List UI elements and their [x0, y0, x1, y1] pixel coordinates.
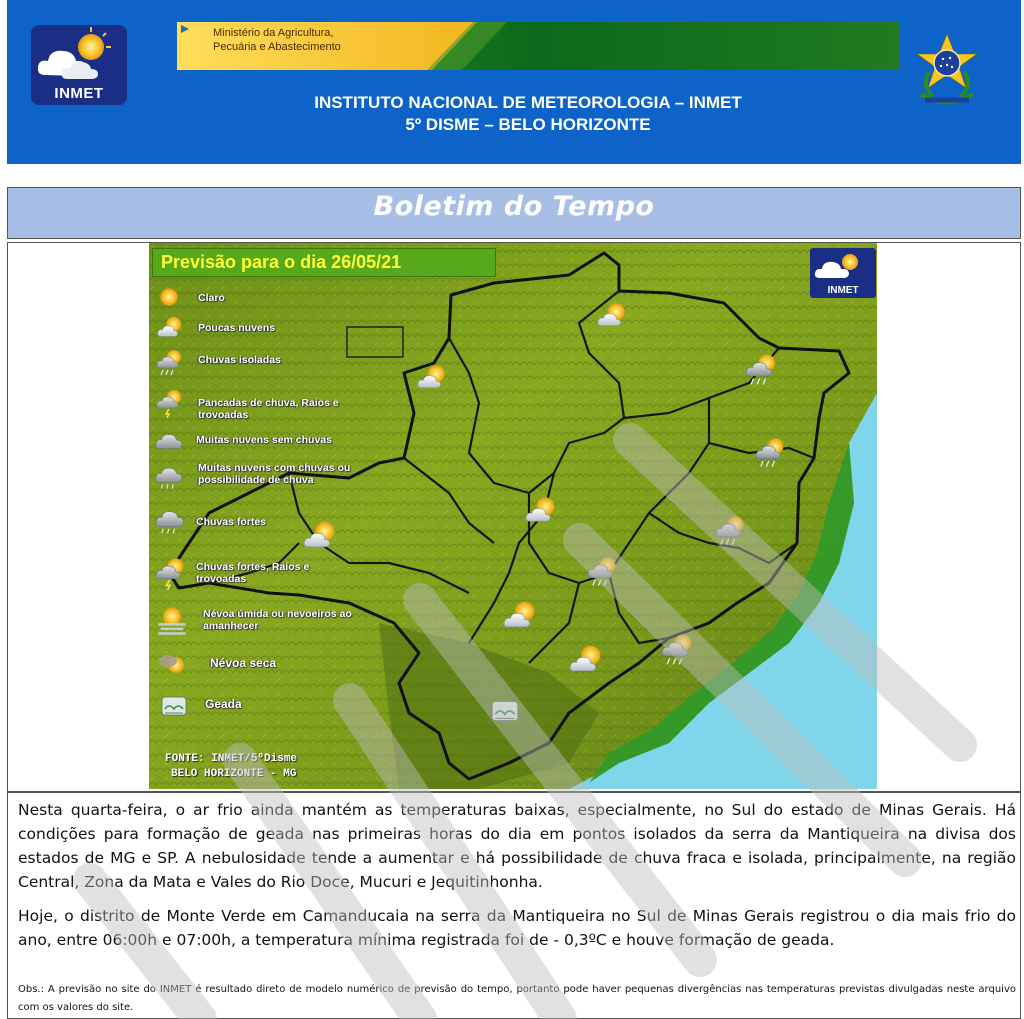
legend-label-muitas-nuvens-com-chuvas: Muitas nuvens com chuvas ou possibilidade de chuva: [198, 462, 351, 486]
map-source-line-2: BELO HORIZONTE - MG: [171, 768, 297, 780]
weather-cloud-sun-icon: [810, 248, 876, 284]
ministry-name: [213, 26, 413, 54]
isolated-showers-icon: [754, 436, 788, 470]
legend-label-pancadas: Pancadas de chuva, Raios e trovoadas: [198, 397, 339, 421]
legend-label-nevoa-umida: Névoa úmida ou nevoeiros ao amanhecer: [203, 608, 352, 632]
bulletin-title: Boletim do Tempo: [373, 191, 655, 222]
inmet-logo-text: INMET: [54, 85, 104, 102]
forecast-note: Obs.: A previsão no site do INMET é resultado direto de modelo numérico de previsão do tempo, portanto pode haver pequenas divergências nas temperaturas previstas divulgadas neste arquivo com os valores do site.: [18, 984, 1016, 1013]
map-logo-text: INMET: [827, 285, 859, 296]
institute-title-line-2: 5º DISME – BELO HORIZONTE: [405, 115, 651, 134]
legend-label-claro: Claro: [198, 292, 225, 304]
isolated-showers-icon: [714, 514, 748, 548]
cloudy-no-rain-icon: [154, 424, 186, 456]
sun-few-clouds-icon: [156, 314, 184, 342]
forecast-text-box: [7, 792, 1021, 1019]
map-title: Previsão para o dia 26/05/21: [152, 248, 496, 277]
sun-few-clouds-icon: [524, 494, 558, 528]
legend-label-nevoa-seca: Névoa seca: [210, 656, 277, 670]
forecast-paragraph-1: Nesta quarta-feira, o ar frio ainda mantém as temperaturas baixas, especialmente, no Sul do estado de Minas Gerais. Há condições para formação de geada nas primeiras horas do dia em pontos isolados da serra da Mantiqueira na divisa dos estados de MG e SP. A nebulosidade tende a aumentar e há possibilidade de chuva fraca e isolada, principalmente, na região Central, Zona da Mata e Vales do Rio Doce, Mucuri e Jequitinhonha.: [18, 801, 1016, 891]
inmet-logo: [31, 25, 127, 105]
isolated-showers-icon: [744, 352, 780, 388]
institute-title-line-1: INSTITUTO NACIONAL DE METEOROLOGIA – INMET: [314, 93, 742, 112]
weather-cloud-sun-icon: [31, 25, 127, 85]
ministry-line-2: Pecuária e Abastecimento: [213, 41, 341, 53]
sun-few-clouds-icon: [416, 362, 448, 394]
frost-icon: [159, 691, 189, 721]
isolated-showers-icon: [660, 632, 696, 668]
map-source-line-1: FONTE: INMET/5ºDisme: [165, 753, 298, 765]
ministry-line-1: Ministério da Agricultura,: [213, 27, 334, 39]
legend-label-chuvas-fortes: Chuvas fortes: [196, 516, 267, 528]
sun-few-clouds-icon: [502, 598, 538, 634]
dry-haze-icon: [153, 648, 191, 678]
legend-label-chuvas-fortes-raios: Chuvas fortes, Raios e trovoadas: [196, 561, 310, 585]
sun-icon: [156, 284, 182, 310]
map-inmet-logo: [810, 248, 876, 298]
legend-label-chuvas-isoladas: Chuvas isoladas: [198, 354, 281, 366]
ministry-banner: [177, 22, 899, 70]
isolated-showers-icon: [586, 555, 620, 589]
bulletin-title-bar: [7, 187, 1021, 239]
heavy-rain-icon: [154, 505, 188, 539]
sun-few-clouds-icon: [568, 642, 604, 678]
legend-label-poucas-nuvens: Poucas nuvens: [198, 322, 276, 334]
rain-lightning-icon: [155, 388, 185, 418]
institute-title: [190, 92, 866, 136]
humid-fog-icon: [155, 604, 189, 638]
sun-few-clouds-icon: [302, 518, 338, 554]
heavy-rain-lightning-icon: [154, 556, 188, 590]
forecast-paragraph-2: Hoje, o distrito de Monte Verde em Camanducaia na serra da Mantiqueira no Sul de Minas Gerais registrou o dia mais frio do ano, entre 06:00h e 07:00h, a temperatura mínima registrada foi de - 0,3ºC e houve formação de geada.: [18, 907, 1016, 949]
legend-label-geada: Geada: [205, 697, 242, 711]
brazil-coat-of-arms-icon: [907, 32, 987, 110]
isolated-showers-icon: [155, 348, 185, 378]
legend-label-muitas-nuvens-sem-chuvas: Muitas nuvens sem chuvas: [196, 434, 332, 446]
frost-icon: [489, 695, 521, 727]
cloudy-rain-chance-icon: [154, 462, 186, 494]
map-source: [165, 752, 297, 782]
sun-few-clouds-icon: [596, 300, 628, 332]
